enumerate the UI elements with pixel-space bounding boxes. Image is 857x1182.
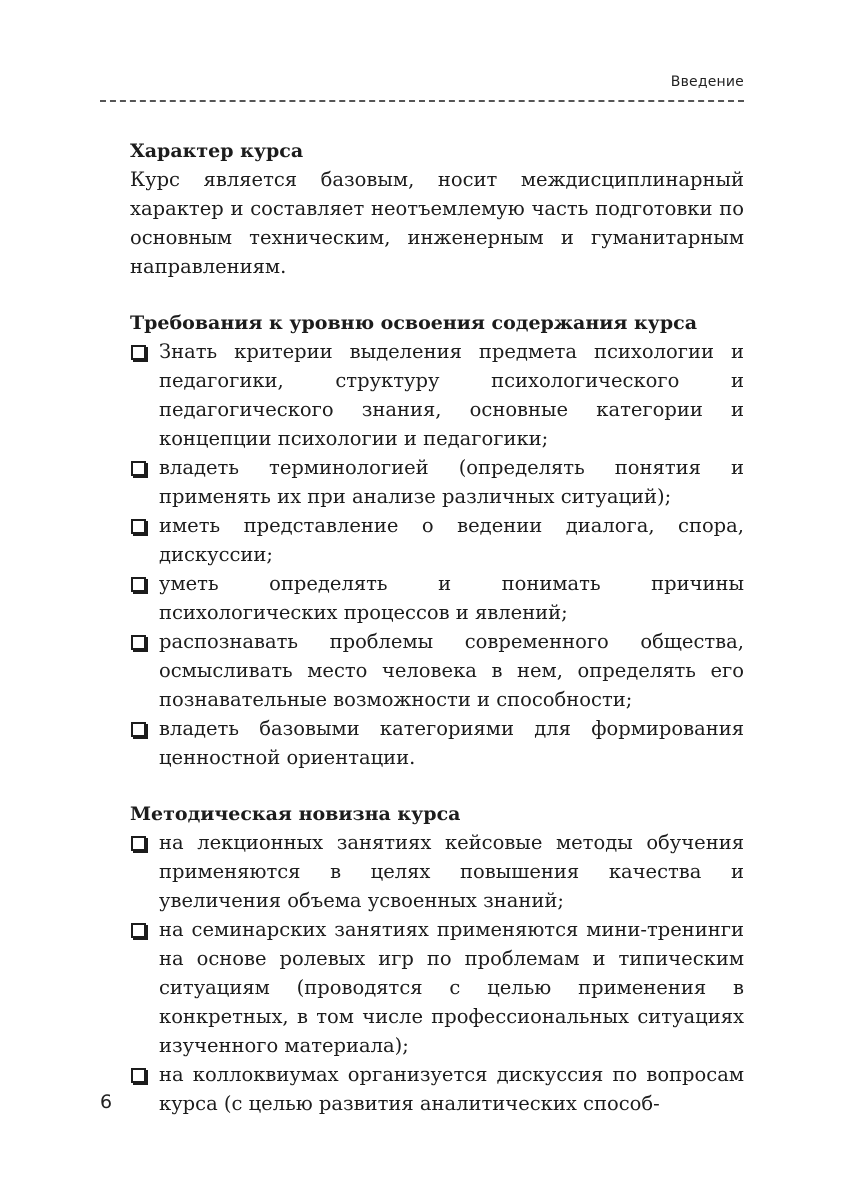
checkbox-icon [131,519,146,534]
list-item-text: на коллоквиумах организуется дискуссия по вопросам курса (с целью развития аналитических способ- [159,1063,744,1115]
list-item-text: уметь определять и понимать причины психологических процессов и явлений; [159,572,744,624]
list-item [130,337,744,453]
list-item-text: Знать критерии выделения предмета психологии и педагогики, структуру психологического и педагогического знания, основные категории и концепции психологии и педагогики; [159,340,744,450]
checkbox-icon [131,635,146,650]
list-item-text: владеть терминологией (определять понятия и применять их при анализе различных ситуаций); [159,456,744,508]
running-title: Введение [670,74,744,90]
checkbox-icon [131,345,146,360]
section-heading: Методическая новизна курса [130,803,461,825]
requirements-list [130,337,744,772]
list-item-text: на семинарских занятиях применяются мини-тренинги на основе ролевых игр по проблемам и типическим ситуациям (проводятся с целью применения в конкретных, в том числе профессиональных ситуациях изученного материала); [159,918,744,1057]
checkbox-icon [131,577,146,592]
list-item-text: распознавать проблемы современного общества, осмысливать место человека в нем, определять его познавательные возможности и способности; [159,630,744,711]
checkbox-icon [131,1068,146,1083]
list-item [130,828,744,915]
list-item [130,1060,744,1118]
section-heading: Требования к уровню освоения содержания курса [130,312,698,334]
section-methodical-novelty [130,800,744,1118]
list-item-text: на лекционных занятиях кейсовые методы обучения применяются в целях повышения качества и увеличения объема усвоенных знаний; [159,831,744,912]
list-item-text: иметь представление о ведении диалога, спора, дискуссии; [159,514,744,566]
header-divider [100,100,744,102]
list-item [130,714,744,772]
section-requirements [130,309,744,772]
list-item [130,627,744,714]
section-course-character [130,137,744,281]
checkbox-icon [131,461,146,476]
novelty-list [130,828,744,1118]
checkbox-icon [131,923,146,938]
checkbox-icon [131,836,146,851]
list-item [130,511,744,569]
list-item [130,453,744,511]
checkbox-icon [131,722,146,737]
page-body [130,137,744,1118]
list-item [130,915,744,1060]
list-item [130,569,744,627]
page-number: 6 [100,1091,113,1113]
list-item-text: владеть базовыми категориями для формирования ценностной ориентации. [159,717,744,769]
section-paragraph: Курс является базовым, носит междисциплинарный характер и составляет неотъемлемую часть подготовки по основным техническим, инженерным и гуманитарным направлениям. [130,168,744,278]
section-heading: Характер курса [130,140,304,162]
